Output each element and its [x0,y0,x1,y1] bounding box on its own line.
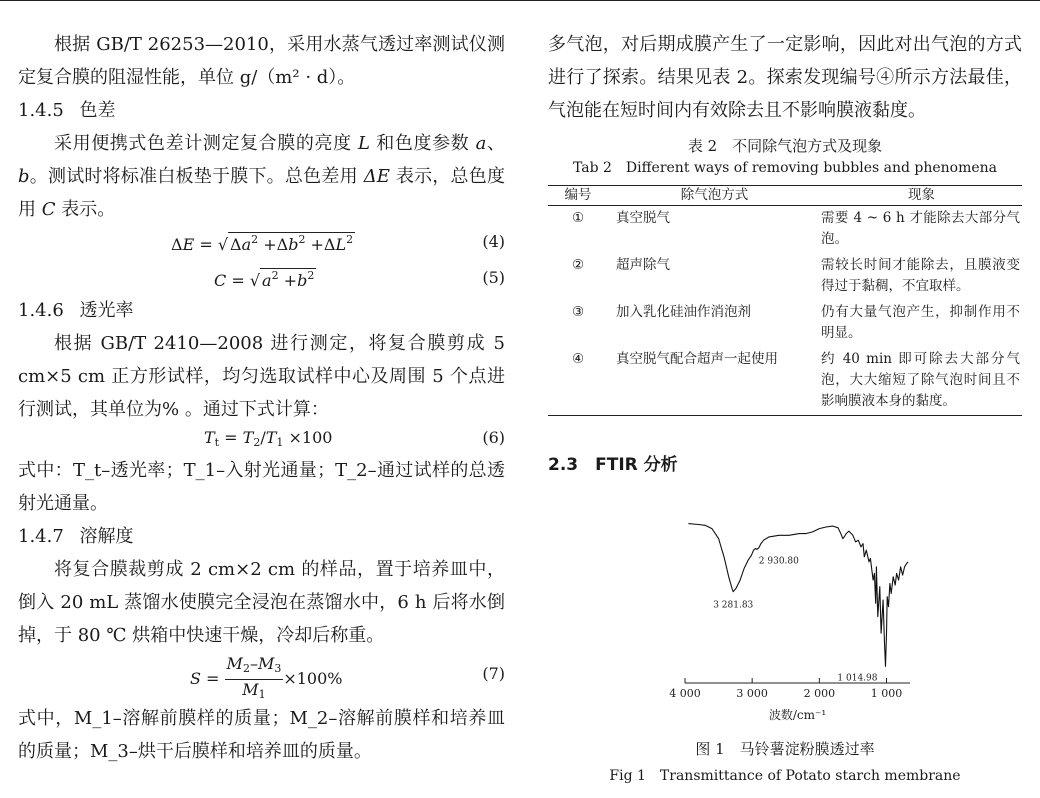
paragraph-color-difference: 采用便携式色差计测定复合膜的亮度 L 和色度参数 a、b。测试时将标准白板垫于膜下。总色差用 ΔE 表示，总色度用 C 表示。 [18,133,505,220]
heading-number: 1.4.5 [18,100,64,121]
table-cell-method: 真空脱气 [616,210,670,226]
x-tick-label: 2 000 [803,687,836,700]
figure-caption-en: Fig 1 Transmittance of Potato starch membrane [609,768,961,784]
table-header-row [548,186,1022,206]
equation-number: (6) [482,428,505,447]
x-tick-label: 3 000 [736,687,768,700]
paragraph-bubble-removal: 多气泡，对后期成膜产生了一定影响，因此对出气泡的方式进行了探索。结果见表 2。探索发现编号④所示方法最佳，气泡能在短时间内有效除去且不影响膜液黏度。 [548,34,1022,121]
column-header-method: 除气泡方式 [608,186,821,206]
table-cell-phenomenon: 需要 4 ~ 6 h 才能除去大部分气泡。 [821,210,1020,247]
table-cell-phenomenon: 约 40 min 即可除去大部分气泡，大大缩短了除气泡时间且不影响膜液本身的黏度。 [821,347,1022,416]
heading-title: 溶解度 [79,526,134,547]
column-header-phenomenon: 现象 [821,186,1022,206]
table-row [548,253,1022,300]
table-cell-number: ① [571,210,585,226]
paragraph-solubility: 将复合膜裁剪成 2 cm×2 cm 的样品，置于培养皿中，倒入 20 mL 蒸馏水使膜完全浸泡在蒸馏水中，6 h 后将水倒掉，于 80 ℃ 烘箱中快速干燥，冷却后称重。 [18,559,505,646]
paragraph-transmittance: 根据 GB/T 2410—2008 进行测定，将复合膜剪成 5 cm×5 cm 正方形试样，均匀选取试样中心及周围 5 个点进行测试，其单位为% 。通过下式计算： [18,333,505,420]
table-cell-number: ② [571,257,585,273]
heading-1-4-6 [18,294,505,327]
ftir-chart [660,505,940,731]
left-column [18,28,505,768]
ftir-chart-svg [660,505,940,731]
column-header-number: 编号 [548,186,608,206]
table-cell-number: ③ [571,304,585,320]
paragraph-variables-solubility: 式中，M_1–溶解前膜样的质量；M_2–溶解前膜样和培养皿的质量；M_3–烘干后膜样和培养皿的质量。 [18,708,505,762]
table-row [548,206,1022,254]
table-cell-number: ④ [548,347,608,416]
heading-title: 透光率 [79,300,134,321]
heading-1-4-5 [18,94,505,127]
equation-5: C = √ $a^2 +b^2$ (5) [214,268,505,290]
equation-4: ΔE = √ $\Delta a^2 +\Delta b^2 +\Delta L^2$ (4) [171,232,505,254]
top-rule [0,0,1040,1]
x-tick-label: 1 000 [870,687,903,700]
table-cell-method: 真空脱气配合超声一起使用 [608,347,821,416]
table-cell-method: 超声除气 [616,257,670,273]
table-cell-method: 加入乳化硅油作消泡剂 [616,304,751,320]
peak-annotation: 3 281.83 [713,600,754,611]
table-cell-phenomenon: 需较长时间才能除去，且膜液变得过于黏稠，不宜取样。 [821,257,1020,294]
equation-number: (7) [482,664,505,683]
section-heading-ftir: 2.3 FTIR 分析 [548,455,678,475]
equation-6: $T_t = T_2/T_1 \times 100$ (6) [204,428,505,449]
peak-annotation: 2 930.80 [758,556,799,567]
heading-number: 1.4.7 [18,526,64,547]
figure-caption-cn: 图 1 马铃薯淀粉膜透过率 [695,740,875,758]
paragraph-moisture-barrier: 根据 GB/T 26253—2010，采用水蒸气透过率测试仪测定复合膜的阻湿性能，单位 g/（m² · d）。 [18,34,505,88]
table-caption-en: Tab 2 Different ways of removing bubbles and phenomena [572,160,998,176]
heading-number: 1.4.6 [18,300,64,321]
equation-number: (4) [482,232,505,251]
peak-annotation: 1 014.98 [837,673,878,684]
heading-1-4-7 [18,520,505,553]
x-axis-label: 波数/cm⁻¹ [768,708,827,722]
heading-title: 色差 [79,100,116,121]
spectrum-line [688,524,908,667]
x-tick-label: 4 000 [669,687,701,700]
table-cell-phenomenon: 仍有大量气泡产生，抑制作用不明显。 [821,304,1020,341]
equation-7: S = $\frac{M_2-M_3}{M_1}$ ×100% (7) [190,654,505,701]
bubble-removal-table [548,185,1022,416]
table-row [548,300,1022,347]
table-caption-cn: 表 2 不同除气泡方式及现象 [687,137,883,155]
right-column [548,28,1022,475]
table-row [548,347,1022,416]
paragraph-variables-transmittance: 式中：T_t–透光率；T_1–入射光通量；T_2–通过试样的总透射光通量。 [18,460,505,514]
equation-number: (5) [482,268,505,287]
